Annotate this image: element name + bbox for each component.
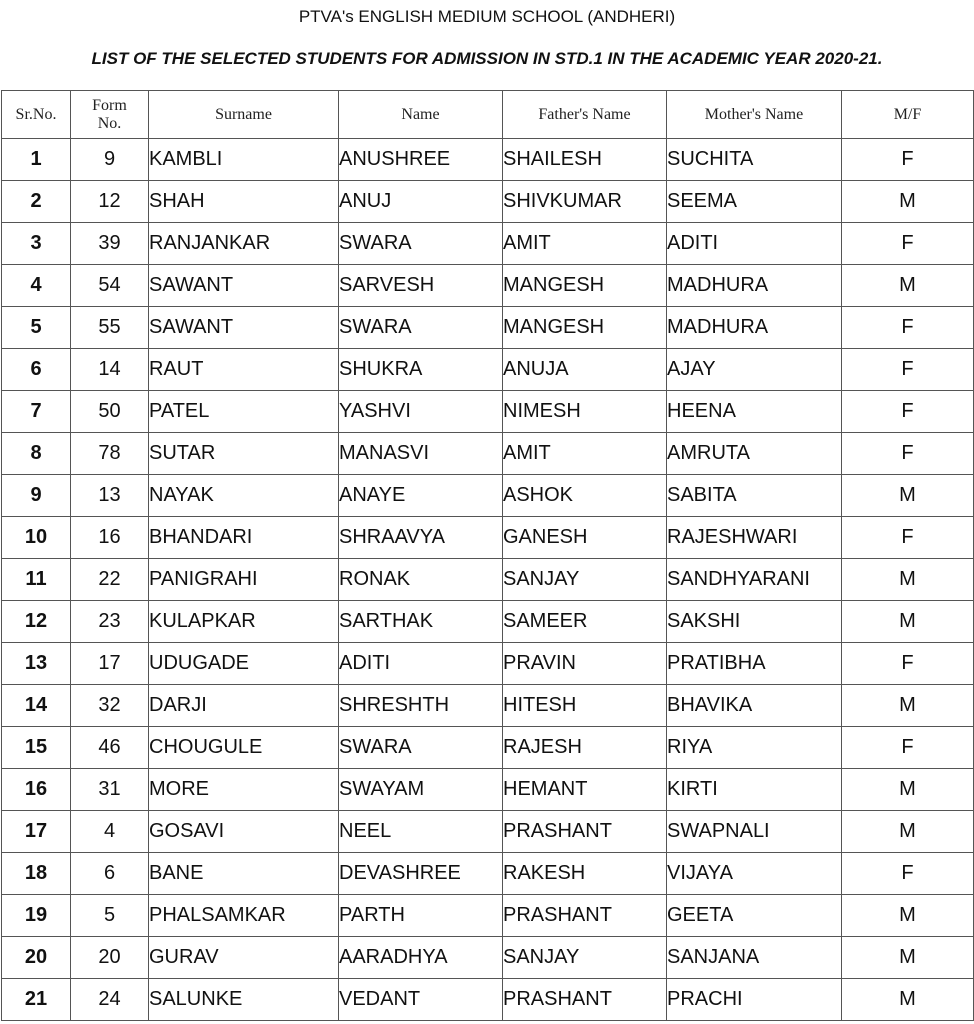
form-no-cell: 20 bbox=[71, 937, 149, 979]
name-cell: SHUKRA bbox=[339, 349, 503, 391]
mother-name-cell: PRACHI bbox=[667, 979, 842, 1021]
form-no-cell: 39 bbox=[71, 223, 149, 265]
father-name-cell: SANJAY bbox=[503, 559, 667, 601]
name-cell: SARTHAK bbox=[339, 601, 503, 643]
surname-cell: RANJANKAR bbox=[149, 223, 339, 265]
father-name-cell: ASHOK bbox=[503, 475, 667, 517]
table-row bbox=[2, 685, 974, 727]
father-name-cell: SHIVKUMAR bbox=[503, 181, 667, 223]
sr-no-cell: 19 bbox=[2, 895, 71, 937]
form-no-cell: 17 bbox=[71, 643, 149, 685]
table-row bbox=[2, 223, 974, 265]
mother-name-cell: GEETA bbox=[667, 895, 842, 937]
sr-no-cell: 2 bbox=[2, 181, 71, 223]
father-name-cell: SHAILESH bbox=[503, 139, 667, 181]
surname-cell: DARJI bbox=[149, 685, 339, 727]
form-no-cell: 16 bbox=[71, 517, 149, 559]
table-row bbox=[2, 643, 974, 685]
mother-name-cell: AMRUTA bbox=[667, 433, 842, 475]
mother-name-cell: SUCHITA bbox=[667, 139, 842, 181]
table-row bbox=[2, 937, 974, 979]
name-cell: ANAYE bbox=[339, 475, 503, 517]
mother-name-cell: SANDHYARANI bbox=[667, 559, 842, 601]
mother-name-cell: MADHURA bbox=[667, 307, 842, 349]
mother-name-cell: HEENA bbox=[667, 391, 842, 433]
surname-cell: KAMBLI bbox=[149, 139, 339, 181]
table-row bbox=[2, 853, 974, 895]
mother-name-cell: SAKSHI bbox=[667, 601, 842, 643]
name-cell: ANUJ bbox=[339, 181, 503, 223]
gender-cell: F bbox=[842, 643, 974, 685]
table-row bbox=[2, 139, 974, 181]
sr-no-cell: 6 bbox=[2, 349, 71, 391]
table-row bbox=[2, 475, 974, 517]
mother-name-cell: PRATIBHA bbox=[667, 643, 842, 685]
col-header-mother-name: Mother's Name bbox=[667, 91, 842, 139]
surname-cell: SUTAR bbox=[149, 433, 339, 475]
sr-no-cell: 17 bbox=[2, 811, 71, 853]
sr-no-cell: 21 bbox=[2, 979, 71, 1021]
gender-cell: M bbox=[842, 559, 974, 601]
form-no-cell: 6 bbox=[71, 853, 149, 895]
gender-cell: M bbox=[842, 811, 974, 853]
gender-cell: F bbox=[842, 223, 974, 265]
sr-no-cell: 11 bbox=[2, 559, 71, 601]
table-row bbox=[2, 895, 974, 937]
name-cell: PARTH bbox=[339, 895, 503, 937]
form-header-line1: Form bbox=[92, 96, 127, 114]
gender-cell: F bbox=[842, 517, 974, 559]
col-header-father-name: Father's Name bbox=[503, 91, 667, 139]
surname-cell: PANIGRAHI bbox=[149, 559, 339, 601]
gender-cell: F bbox=[842, 391, 974, 433]
sr-no-cell: 20 bbox=[2, 937, 71, 979]
form-no-cell: 22 bbox=[71, 559, 149, 601]
name-cell: SWARA bbox=[339, 727, 503, 769]
name-cell: ADITI bbox=[339, 643, 503, 685]
sr-no-cell: 18 bbox=[2, 853, 71, 895]
sr-no-cell: 9 bbox=[2, 475, 71, 517]
form-no-cell: 46 bbox=[71, 727, 149, 769]
sr-no-cell: 3 bbox=[2, 223, 71, 265]
mother-name-cell: SEEMA bbox=[667, 181, 842, 223]
col-header-sr-no: Sr.No. bbox=[2, 91, 71, 139]
name-cell: SARVESH bbox=[339, 265, 503, 307]
table-row bbox=[2, 349, 974, 391]
sr-no-cell: 15 bbox=[2, 727, 71, 769]
form-no-cell: 13 bbox=[71, 475, 149, 517]
name-cell: SWAYAM bbox=[339, 769, 503, 811]
gender-cell: M bbox=[842, 265, 974, 307]
father-name-cell: AMIT bbox=[503, 433, 667, 475]
gender-cell: F bbox=[842, 349, 974, 391]
gender-cell: M bbox=[842, 181, 974, 223]
table-body bbox=[2, 139, 974, 1021]
mother-name-cell: SWAPNALI bbox=[667, 811, 842, 853]
col-header-gender: M/F bbox=[842, 91, 974, 139]
table-row bbox=[2, 727, 974, 769]
list-title: LIST OF THE SELECTED STUDENTS FOR ADMISSION IN STD.1 IN THE ACADEMIC YEAR 2020-21. bbox=[91, 49, 883, 68]
father-name-cell: SANJAY bbox=[503, 937, 667, 979]
gender-cell: M bbox=[842, 895, 974, 937]
sr-no-cell: 1 bbox=[2, 139, 71, 181]
father-name-cell: MANGESH bbox=[503, 265, 667, 307]
gender-cell: F bbox=[842, 139, 974, 181]
header-row bbox=[2, 91, 974, 139]
surname-cell: CHOUGULE bbox=[149, 727, 339, 769]
name-cell: SWARA bbox=[339, 223, 503, 265]
mother-name-cell: KIRTI bbox=[667, 769, 842, 811]
table-row bbox=[2, 769, 974, 811]
name-cell: RONAK bbox=[339, 559, 503, 601]
form-no-cell: 78 bbox=[71, 433, 149, 475]
table-row bbox=[2, 433, 974, 475]
sr-no-cell: 5 bbox=[2, 307, 71, 349]
form-header-line2: No. bbox=[97, 114, 122, 132]
gender-cell: M bbox=[842, 937, 974, 979]
father-name-cell: HITESH bbox=[503, 685, 667, 727]
surname-cell: UDUGADE bbox=[149, 643, 339, 685]
father-name-cell: RAKESH bbox=[503, 853, 667, 895]
table-row bbox=[2, 811, 974, 853]
sr-no-cell: 4 bbox=[2, 265, 71, 307]
form-no-cell: 50 bbox=[71, 391, 149, 433]
surname-cell: MORE bbox=[149, 769, 339, 811]
father-name-cell: GANESH bbox=[503, 517, 667, 559]
mother-name-cell: RAJESHWARI bbox=[667, 517, 842, 559]
name-cell: DEVASHREE bbox=[339, 853, 503, 895]
table-row bbox=[2, 517, 974, 559]
table-row bbox=[2, 391, 974, 433]
gender-cell: F bbox=[842, 853, 974, 895]
table-row bbox=[2, 601, 974, 643]
mother-name-cell: AJAY bbox=[667, 349, 842, 391]
father-name-cell: SAMEER bbox=[503, 601, 667, 643]
sr-no-cell: 13 bbox=[2, 643, 71, 685]
name-cell: AARADHYA bbox=[339, 937, 503, 979]
sr-no-cell: 12 bbox=[2, 601, 71, 643]
name-cell: SHRAAVYA bbox=[339, 517, 503, 559]
gender-cell: M bbox=[842, 685, 974, 727]
mother-name-cell: ADITI bbox=[667, 223, 842, 265]
form-no-cell: 55 bbox=[71, 307, 149, 349]
selected-students-table bbox=[1, 90, 974, 1021]
table-row bbox=[2, 307, 974, 349]
name-cell: VEDANT bbox=[339, 979, 503, 1021]
form-no-cell: 23 bbox=[71, 601, 149, 643]
father-name-cell: PRASHANT bbox=[503, 979, 667, 1021]
table-row bbox=[2, 181, 974, 223]
surname-cell: SAWANT bbox=[149, 307, 339, 349]
mother-name-cell: RIYA bbox=[667, 727, 842, 769]
gender-cell: M bbox=[842, 601, 974, 643]
surname-cell: PATEL bbox=[149, 391, 339, 433]
surname-cell: SALUNKE bbox=[149, 979, 339, 1021]
table-row bbox=[2, 265, 974, 307]
gender-cell: M bbox=[842, 475, 974, 517]
father-name-cell: AMIT bbox=[503, 223, 667, 265]
name-cell: SHRESHTH bbox=[339, 685, 503, 727]
sr-no-cell: 10 bbox=[2, 517, 71, 559]
surname-cell: GURAV bbox=[149, 937, 339, 979]
name-cell: NEEL bbox=[339, 811, 503, 853]
mother-name-cell: SABITA bbox=[667, 475, 842, 517]
gender-cell: F bbox=[842, 433, 974, 475]
father-name-cell: NIMESH bbox=[503, 391, 667, 433]
name-cell: MANASVI bbox=[339, 433, 503, 475]
mother-name-cell: SANJANA bbox=[667, 937, 842, 979]
father-name-cell: PRAVIN bbox=[503, 643, 667, 685]
surname-cell: SHAH bbox=[149, 181, 339, 223]
surname-cell: BHANDARI bbox=[149, 517, 339, 559]
surname-cell: NAYAK bbox=[149, 475, 339, 517]
gender-cell: F bbox=[842, 727, 974, 769]
father-name-cell: ANUJA bbox=[503, 349, 667, 391]
form-no-cell: 14 bbox=[71, 349, 149, 391]
surname-cell: GOSAVI bbox=[149, 811, 339, 853]
name-cell: ANUSHREE bbox=[339, 139, 503, 181]
father-name-cell: PRASHANT bbox=[503, 895, 667, 937]
father-name-cell: MANGESH bbox=[503, 307, 667, 349]
surname-cell: RAUT bbox=[149, 349, 339, 391]
gender-cell: M bbox=[842, 769, 974, 811]
form-no-cell: 24 bbox=[71, 979, 149, 1021]
sr-no-cell: 8 bbox=[2, 433, 71, 475]
sr-no-cell: 7 bbox=[2, 391, 71, 433]
col-header-surname: Surname bbox=[149, 91, 339, 139]
mother-name-cell: VIJAYA bbox=[667, 853, 842, 895]
mother-name-cell: BHAVIKA bbox=[667, 685, 842, 727]
form-no-cell: 12 bbox=[71, 181, 149, 223]
form-no-cell: 32 bbox=[71, 685, 149, 727]
table-row bbox=[2, 979, 974, 1021]
sr-no-cell: 16 bbox=[2, 769, 71, 811]
form-no-cell: 9 bbox=[71, 139, 149, 181]
name-cell: SWARA bbox=[339, 307, 503, 349]
gender-cell: F bbox=[842, 307, 974, 349]
surname-cell: BANE bbox=[149, 853, 339, 895]
gender-cell: M bbox=[842, 979, 974, 1021]
form-no-cell: 31 bbox=[71, 769, 149, 811]
surname-cell: SAWANT bbox=[149, 265, 339, 307]
col-header-name: Name bbox=[339, 91, 503, 139]
father-name-cell: HEMANT bbox=[503, 769, 667, 811]
school-name: PTVA's ENGLISH MEDIUM SCHOOL (ANDHERI) bbox=[298, 7, 676, 26]
table-row bbox=[2, 559, 974, 601]
form-no-cell: 5 bbox=[71, 895, 149, 937]
surname-cell: PHALSAMKAR bbox=[149, 895, 339, 937]
sr-no-cell: 14 bbox=[2, 685, 71, 727]
form-no-cell: 54 bbox=[71, 265, 149, 307]
form-no-cell: 4 bbox=[71, 811, 149, 853]
col-header-form-no bbox=[71, 91, 149, 139]
surname-cell: KULAPKAR bbox=[149, 601, 339, 643]
name-cell: YASHVI bbox=[339, 391, 503, 433]
mother-name-cell: MADHURA bbox=[667, 265, 842, 307]
father-name-cell: PRASHANT bbox=[503, 811, 667, 853]
father-name-cell: RAJESH bbox=[503, 727, 667, 769]
